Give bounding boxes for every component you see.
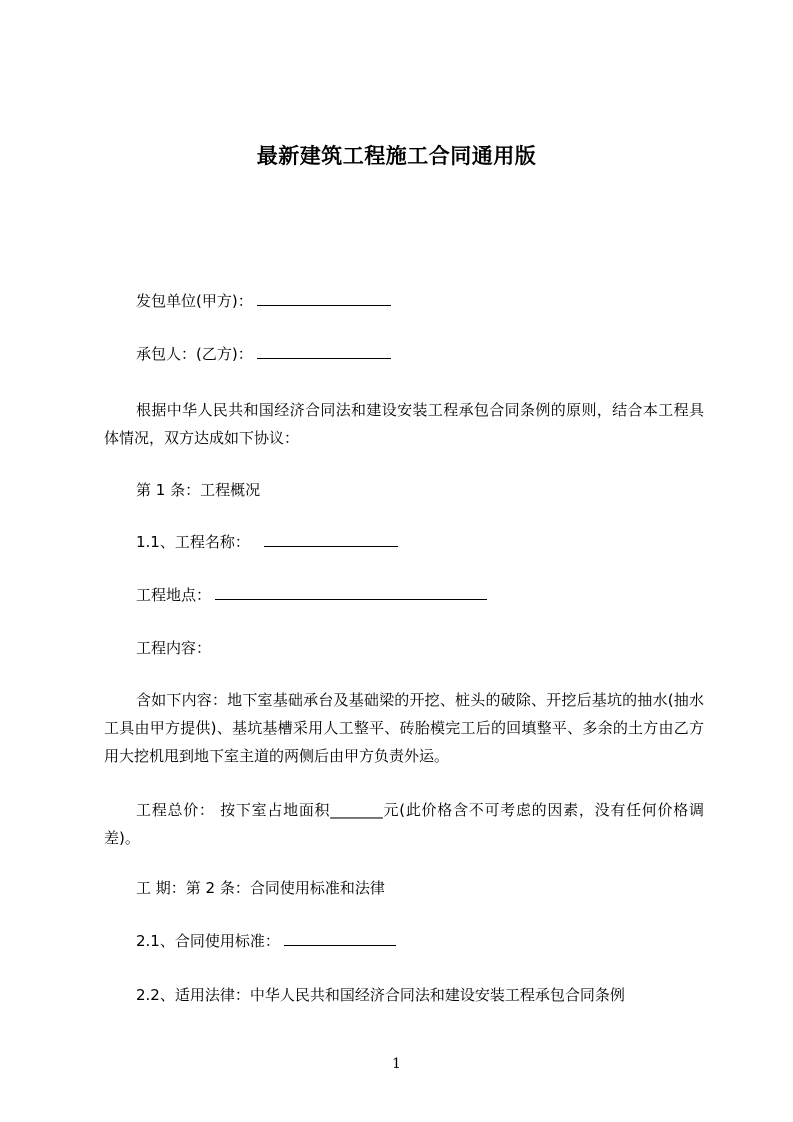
party-a-blank (257, 291, 391, 306)
project-location-line (136, 585, 487, 605)
party-a-line (136, 291, 391, 311)
project-name-label: 1.1、工程名称： (136, 533, 250, 551)
document-title: 最新建筑工程施工合同通用版 (256, 144, 537, 168)
applicable-law-line: 2.2、适用法律：中华人民共和国经济合同法和建设安装工程承包合同条例 (136, 986, 625, 1004)
content-detail-paragraph: 含如下内容：地下室基础承台及基础梁的开挖、桩头的破除、开挖后基坑的抽水(抽水工具由甲方提供)、基坑基槽采用人工整平、砖胎模完工后的回填整平、多余的土方由乙方用大挖机甩到地下室主道的两侧后由甲方负责外运。 (104, 691, 704, 765)
project-name-line (136, 532, 398, 552)
article-1-heading: 第 1 条：工程概况 (136, 481, 261, 499)
contract-standard-line (136, 931, 396, 951)
page-number: 1 (392, 1056, 401, 1072)
duration-article-2-heading: 工 期：第 2 条：合同使用标准和法律 (136, 879, 385, 897)
intro-paragraph: 根据中华人民共和国经济合同法和建设安装工程承包合同条例的原则，结合本工程具体情况，双方达成如下协议： (104, 401, 704, 447)
project-name-blank (264, 532, 398, 547)
project-location-label: 工程地点： (136, 586, 212, 604)
total-price-paragraph: 工程总价： 按下室占地面积_______元(此价格含不可考虑的因素，没有任何价格调差)。 (104, 801, 704, 847)
party-b-blank (257, 344, 391, 359)
contract-standard-label: 2.1、合同使用标准： (136, 932, 280, 950)
party-b-line (136, 344, 391, 364)
party-b-label: 承包人：(乙方)： (136, 345, 253, 363)
contract-standard-blank (284, 931, 396, 946)
project-location-blank (215, 585, 487, 600)
project-content-label: 工程内容： (136, 639, 212, 657)
party-a-label: 发包单位(甲方)： (136, 292, 253, 310)
